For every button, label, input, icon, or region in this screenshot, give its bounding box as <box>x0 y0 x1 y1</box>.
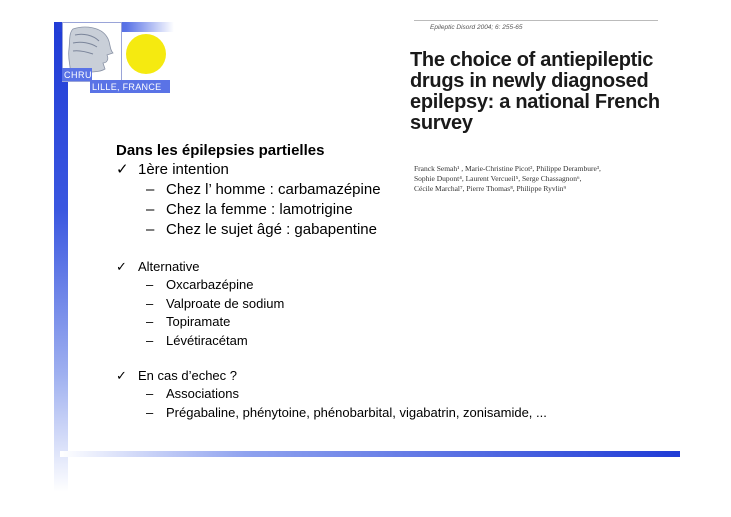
article-title-line: survey <box>410 112 473 134</box>
spacer <box>116 350 706 367</box>
sub-item-text: Valproate de sodium <box>166 295 285 311</box>
sub-item-text: Chez le sujet âgé : gabapentine <box>166 221 377 238</box>
check-icon: ✓ <box>116 259 127 274</box>
dash-icon: – <box>146 404 154 420</box>
sub-item-text: Oxcarbazépine <box>166 277 254 292</box>
sub-item-text: Associations <box>166 386 239 401</box>
article-top-rule <box>414 20 658 21</box>
dash-icon: – <box>146 386 154 401</box>
dash-icon: – <box>146 314 154 329</box>
logo-org-text: CHRU <box>64 70 92 80</box>
logo-city-text: LILLE, FRANCE <box>92 82 162 92</box>
sub-item <box>116 220 706 240</box>
bullet-label: En cas d’echec ? <box>138 368 238 383</box>
dash-icon: – <box>146 277 154 292</box>
article-author-line: Franck Semah¹ , Marie-Christine Picot², Philippe Derambure³, <box>414 164 601 173</box>
bullet-first-line <box>116 160 706 180</box>
spacer <box>116 240 706 258</box>
logo-sun-circle <box>126 34 166 74</box>
article-title-line: The choice of antiepileptic <box>410 49 654 71</box>
sub-item <box>116 404 706 423</box>
article-author-line: Sophie Dupont⁴, Laurent Vercueil⁵, Serge Chassagnon⁶, <box>414 174 582 183</box>
bottom-decorative-bar <box>60 451 680 457</box>
section-heading: Dans les épilepsies partielles <box>116 142 325 159</box>
dash-icon: – <box>146 221 155 238</box>
sub-item <box>116 200 706 220</box>
article-citation: Epileptic Disord 2004; 6: 255-65 <box>430 24 523 31</box>
article-title-line: epilepsy: a national French <box>410 91 660 113</box>
sub-item <box>116 332 706 351</box>
check-icon: ✓ <box>116 368 127 383</box>
article-title-line: drugs in newly diagnosed <box>410 70 649 92</box>
bullet-failure <box>116 367 706 385</box>
dash-icon: – <box>146 181 155 198</box>
dash-icon: – <box>146 295 154 311</box>
sub-item <box>116 295 706 314</box>
chru-logo <box>62 22 162 94</box>
sub-item-text: Topiramate <box>166 314 231 329</box>
sub-item <box>116 180 706 200</box>
sub-item-text: Lévétiracétam <box>166 332 248 348</box>
sub-item <box>116 313 706 332</box>
bullet-label: 1ère intention <box>138 161 229 178</box>
slide-content <box>116 142 706 422</box>
sub-item <box>116 385 706 404</box>
bullet-label: Alternative <box>138 259 200 274</box>
dash-icon: – <box>146 201 155 218</box>
check-icon: ✓ <box>116 161 129 178</box>
article-author-line: Cécile Marchal⁷, Pierre Thomas⁸, Philippe Ryvlin⁹ <box>414 184 567 193</box>
article-title <box>410 50 670 134</box>
bullet-alternative <box>116 258 706 276</box>
sub-item-text: Chez l’ homme : carbamazépine <box>166 181 381 198</box>
sub-item-text: Chez la femme : lamotrigine <box>166 201 353 218</box>
sub-item-text: Prégabaline, phénytoine, phénobarbital, vigabatrin, zonisamide, ... <box>166 404 547 420</box>
dash-icon: – <box>146 332 154 348</box>
sub-item <box>116 276 706 295</box>
